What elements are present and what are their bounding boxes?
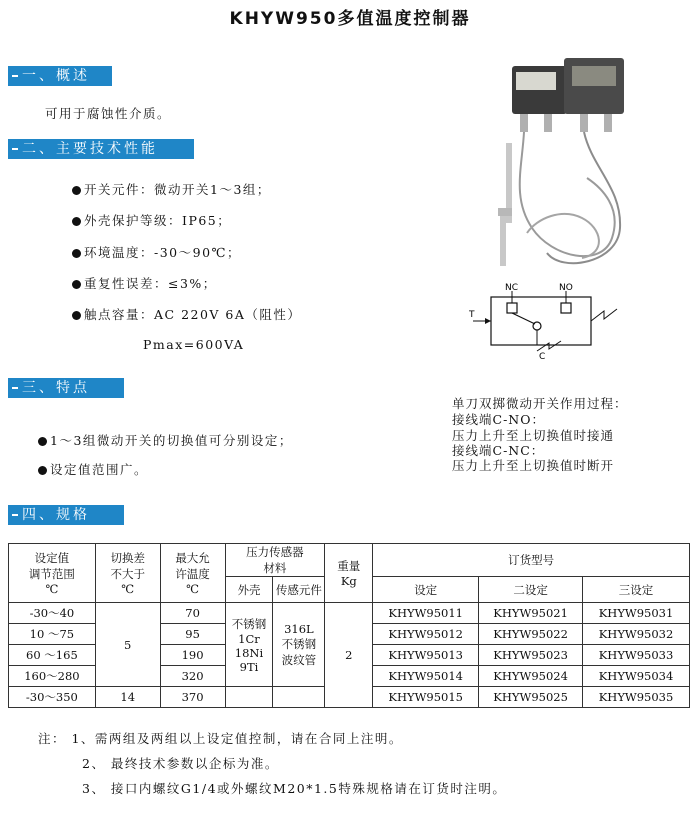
label-c: C [539,352,546,361]
header-diff: 切换差 不大于 ℃ [95,544,160,603]
diagram-description-line: 单刀双掷微动开关作用过程： [452,396,628,411]
cell-element [273,687,325,708]
bullet-icon [72,280,81,289]
label-t: T [469,310,475,320]
cell-model: KHYW95033 [583,645,690,666]
bullet-icon [72,186,81,195]
header-sensor: 压力传感器 材料 [225,544,325,577]
performance-extra: Pmax=600VA [143,337,245,352]
cell-model: KHYW95031 [583,603,690,624]
note-line: 2、 最终技术参数以企标为准。 [82,756,279,771]
cell-diff: 5 [95,603,160,687]
cell-element: 316L 不锈钢 波纹管 [273,603,325,687]
cell-max: 95 [160,624,225,645]
header-weight: 重量 Kg [325,544,373,603]
header-set1: 设定 [373,577,479,603]
cell-range: 10 ～75 [9,624,96,645]
label-nc: NC [505,283,519,293]
section-features-heading: 三、特点 [8,378,124,398]
cell-model: KHYW95023 [479,645,583,666]
cell-model: KHYW95015 [373,687,479,708]
cell-range: -30～350 [9,687,96,708]
bullet-icon [72,217,81,226]
cell-max: 190 [160,645,225,666]
performance-item: 开关元件：微动开关1～3组； [72,180,271,198]
cell-model: KHYW95032 [583,624,690,645]
bullet-icon [72,249,81,258]
cell-model: KHYW95014 [373,666,479,687]
cell-shell [225,687,273,708]
cell-model: KHYW95013 [373,645,479,666]
diagram-description-line: 接线端C-NO： [452,412,545,427]
bullet-icon [38,466,47,475]
section-spec-heading: 四、规格 [8,505,124,525]
cell-model: KHYW95021 [479,603,583,624]
diagram-description-line: 压力上升至上切换值时断开 [452,458,615,473]
cell-model: KHYW95012 [373,624,479,645]
cell-range: 160～280 [9,666,96,687]
bullet-icon [38,437,47,446]
section-performance-heading: 二、主要技术性能 [8,139,194,159]
cell-diff: 14 [95,687,160,708]
header-set2: 二设定 [479,577,583,603]
feature-item: 1～3组微动开关的切换值可分别设定； [38,431,293,449]
table-row [9,603,690,624]
cell-model: KHYW95024 [479,666,583,687]
switch-diagram [469,281,629,361]
cell-model: KHYW95011 [373,603,479,624]
header-range: 设定值 调节范围 ℃ [9,544,96,603]
bullet-icon [72,311,81,320]
product-photo [492,58,632,276]
performance-item: 重复性误差：≤3%； [72,274,217,292]
cell-shell: 不锈钢 1Cr 18Ni 9Ti [225,603,273,687]
cell-max: 370 [160,687,225,708]
cell-weight: 2 [325,603,373,708]
cell-range: 60 ～165 [9,645,96,666]
cell-max: 70 [160,603,225,624]
header-max: 最大允 许温度 ℃ [160,544,225,603]
cell-model: KHYW95035 [583,687,690,708]
note-line: 注： 1、需两组及两组以上设定值控制，请在合同上注明。 [38,731,403,746]
cell-max: 320 [160,666,225,687]
page-title: KHYW950多值温度控制器 [229,9,471,29]
section-overview-heading: 一、概述 [8,66,112,86]
cell-range: -30～40 [9,603,96,624]
note-line: 3、 接口内螺纹G1/4或外螺纹M20*1.5特殊规格请在订货时注明。 [82,781,507,796]
diagram-description-line: 压力上升至上切换值时接通 [452,428,615,443]
cell-model: KHYW95034 [583,666,690,687]
cell-model: KHYW95025 [479,687,583,708]
cell-model: KHYW95022 [479,624,583,645]
overview-text: 可用于腐蚀性介质。 [45,106,172,121]
diagram-description-line: 接线端C-NC： [452,443,545,458]
performance-item: 外壳保护等级：IP65； [72,211,231,229]
performance-item: 触点容量：AC 220V 6A（阻性） [72,305,301,323]
label-no: NO [559,283,573,293]
spec-table [8,543,690,708]
performance-item: 环境温度：-30～90℃； [72,243,241,261]
feature-item: 设定值范围广。 [38,460,148,478]
header-shell: 外壳 [225,577,273,603]
header-element: 传感元件 [273,577,325,603]
header-set3: 三设定 [583,577,690,603]
header-order: 订货型号 [373,544,690,577]
